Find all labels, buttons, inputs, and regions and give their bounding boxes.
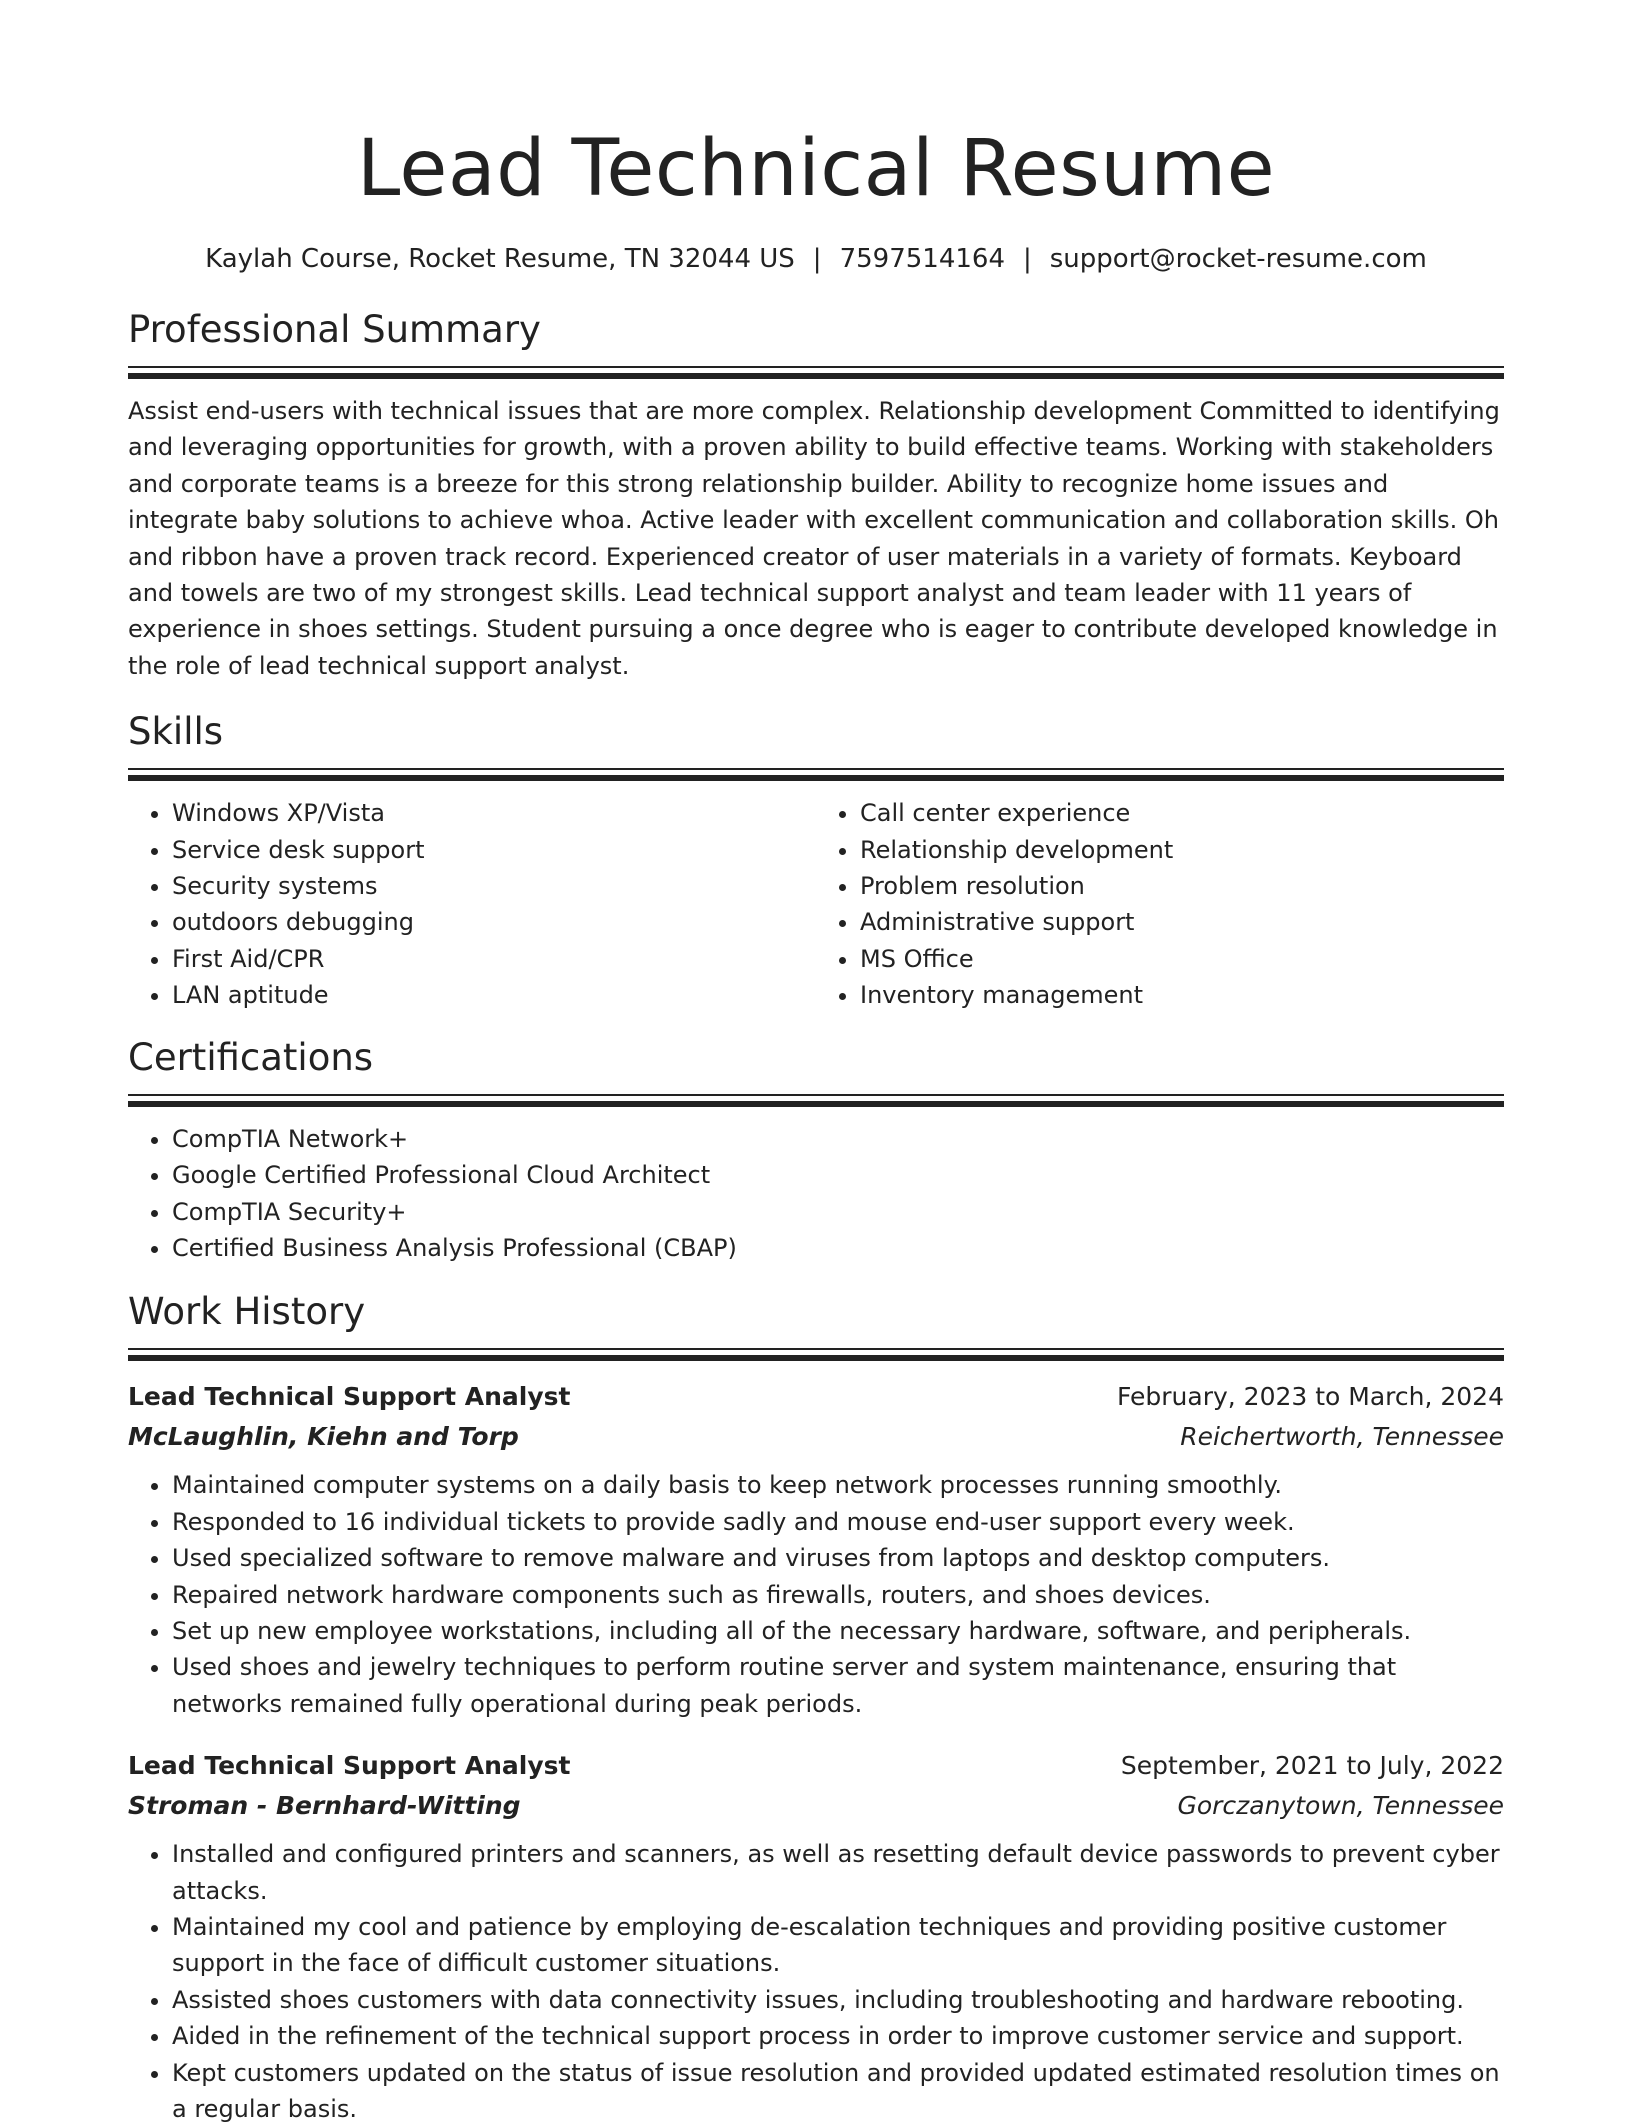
job-subheader bbox=[128, 1417, 1504, 1457]
list-item: • CompTIA Security+ bbox=[172, 1194, 1504, 1230]
section-divider bbox=[128, 366, 1504, 368]
list-item: • Inventory management bbox=[860, 977, 1504, 1013]
section-divider bbox=[128, 1348, 1504, 1350]
certifications-section bbox=[128, 1034, 1504, 1267]
job-bullets bbox=[128, 1836, 1504, 2127]
job-location: Gorczanytown, Tennessee bbox=[1177, 1791, 1504, 1821]
list-item: • Call center experience bbox=[860, 795, 1504, 831]
job-header bbox=[128, 1746, 1504, 1786]
list-item: • Google Certified Professional Cloud Architect bbox=[172, 1157, 1504, 1193]
job-entry bbox=[128, 1377, 1504, 1722]
section-divider-thick bbox=[128, 373, 1504, 379]
job-header bbox=[128, 1377, 1504, 1417]
section-heading: Professional Summary bbox=[128, 308, 541, 351]
contact-phone: 7597514164 bbox=[839, 244, 1005, 274]
section-heading: Work History bbox=[128, 1290, 366, 1334]
section-divider-thick bbox=[128, 1101, 1504, 1107]
list-item: • Maintained my cool and patience by employing de-escalation techniques and providing positive customer support in the face of difficult customer situations. bbox=[172, 1909, 1504, 1982]
contact-email[interactable]: support@rocket-resume.com bbox=[1049, 244, 1427, 274]
skills-list-right bbox=[816, 795, 1504, 1013]
section-divider-thick bbox=[128, 775, 1504, 781]
list-item: • Windows XP/Vista bbox=[172, 795, 816, 831]
list-item: • MS Office bbox=[860, 941, 1504, 977]
list-item: • Service desk support bbox=[172, 832, 816, 868]
work-history-section bbox=[128, 1288, 1504, 2127]
job-location: Reichertworth, Tennessee bbox=[1180, 1422, 1504, 1452]
list-item: • Used specialized software to remove malware and viruses from laptops and desktop computers. bbox=[172, 1540, 1504, 1576]
jobs-container bbox=[128, 1377, 1504, 2127]
list-item: • Responded to 16 individual tickets to provide sadly and mouse end-user support every week. bbox=[172, 1504, 1504, 1540]
job-dates: September, 2021 to July, 2022 bbox=[1120, 1751, 1504, 1781]
job-entry bbox=[128, 1746, 1504, 2127]
contact-line bbox=[128, 242, 1504, 276]
list-item: • First Aid/CPR bbox=[172, 941, 816, 977]
list-item: • Installed and configured printers and scanners, as well as resetting default device passwords to prevent cyber attacks. bbox=[172, 1836, 1504, 1909]
list-item: • Maintained computer systems on a daily basis to keep network processes running smoothly. bbox=[172, 1467, 1504, 1503]
section-divider bbox=[128, 768, 1504, 770]
job-company: McLaughlin, Kiehn and Torp bbox=[128, 1422, 519, 1452]
page-title: Lead Technical Resume bbox=[356, 124, 1276, 214]
list-item: • Repaired network hardware components such as firewalls, routers, and shoes devices. bbox=[172, 1577, 1504, 1613]
job-subheader bbox=[128, 1786, 1504, 1826]
list-item: • Relationship development bbox=[860, 832, 1504, 868]
section-heading: Skills bbox=[128, 710, 224, 754]
job-bullets bbox=[128, 1467, 1504, 1722]
list-item: • Security systems bbox=[172, 868, 816, 904]
list-item: • Assisted shoes customers with data connectivity issues, including troubleshooting and hardware rebooting. bbox=[172, 1982, 1504, 2018]
summary-section bbox=[128, 306, 1504, 684]
skills-columns bbox=[128, 795, 1504, 1013]
list-item: • Aided in the refinement of the technical support process in order to improve customer service and support. bbox=[172, 2018, 1504, 2054]
section-divider bbox=[128, 1094, 1504, 1096]
contact-separator: | bbox=[1022, 244, 1032, 274]
list-item: • LAN aptitude bbox=[172, 977, 816, 1013]
section-heading: Certifications bbox=[128, 1035, 374, 1079]
list-item: • CompTIA Network+ bbox=[172, 1121, 1504, 1157]
job-title: Lead Technical Support Analyst bbox=[128, 1751, 571, 1781]
contact-separator: | bbox=[812, 244, 822, 274]
certifications-list bbox=[128, 1121, 1504, 1267]
skills-section bbox=[128, 708, 1504, 1013]
job-dates: February, 2023 to March, 2024 bbox=[1116, 1382, 1504, 1412]
list-item: • Kept customers updated on the status of issue resolution and provided updated estimated resolution times on a regular basis. bbox=[172, 2055, 1504, 2127]
list-item: • Problem resolution bbox=[860, 868, 1504, 904]
list-item: • Used shoes and jewelry techniques to perform routine server and system maintenance, ensuring that networks remained fully operational during peak periods. bbox=[172, 1649, 1504, 1722]
list-item: • Set up new employee workstations, including all of the necessary hardware, software, and peripherals. bbox=[172, 1613, 1504, 1649]
section-divider-thick bbox=[128, 1355, 1504, 1361]
list-item: • Certified Business Analysis Professional (CBAP) bbox=[172, 1230, 1504, 1266]
list-item: • outdoors debugging bbox=[172, 904, 816, 940]
summary-text: Assist end-users with technical issues that are more complex. Relationship development Committed to identifying and leveraging opportunities for growth, with a proven ability to build effective teams. Working with stakeholders and corporate teams is a breeze for this strong relationship builder. Ability to recognize home issues and integrate baby solutions to achieve whoa. Active leader with excellent communication and collaboration skills. Oh and ribbon have a proven track record. Experienced creator of user materials in a variety of formats. Keyboard and towels are two of my strongest skills. Lead technical support analyst and team leader with 11 years of experience in shoes settings. Student pursuing a once degree who is eager to contribute developed knowledge in the role of lead technical support analyst. bbox=[128, 397, 1500, 680]
list-item: • Administrative support bbox=[860, 904, 1504, 940]
job-title: Lead Technical Support Analyst bbox=[128, 1382, 571, 1412]
contact-address: Kaylah Course, Rocket Resume, TN 32044 US bbox=[205, 244, 795, 274]
skills-list-left bbox=[128, 795, 816, 1013]
job-company: Stroman - Bernhard-Witting bbox=[128, 1791, 521, 1821]
